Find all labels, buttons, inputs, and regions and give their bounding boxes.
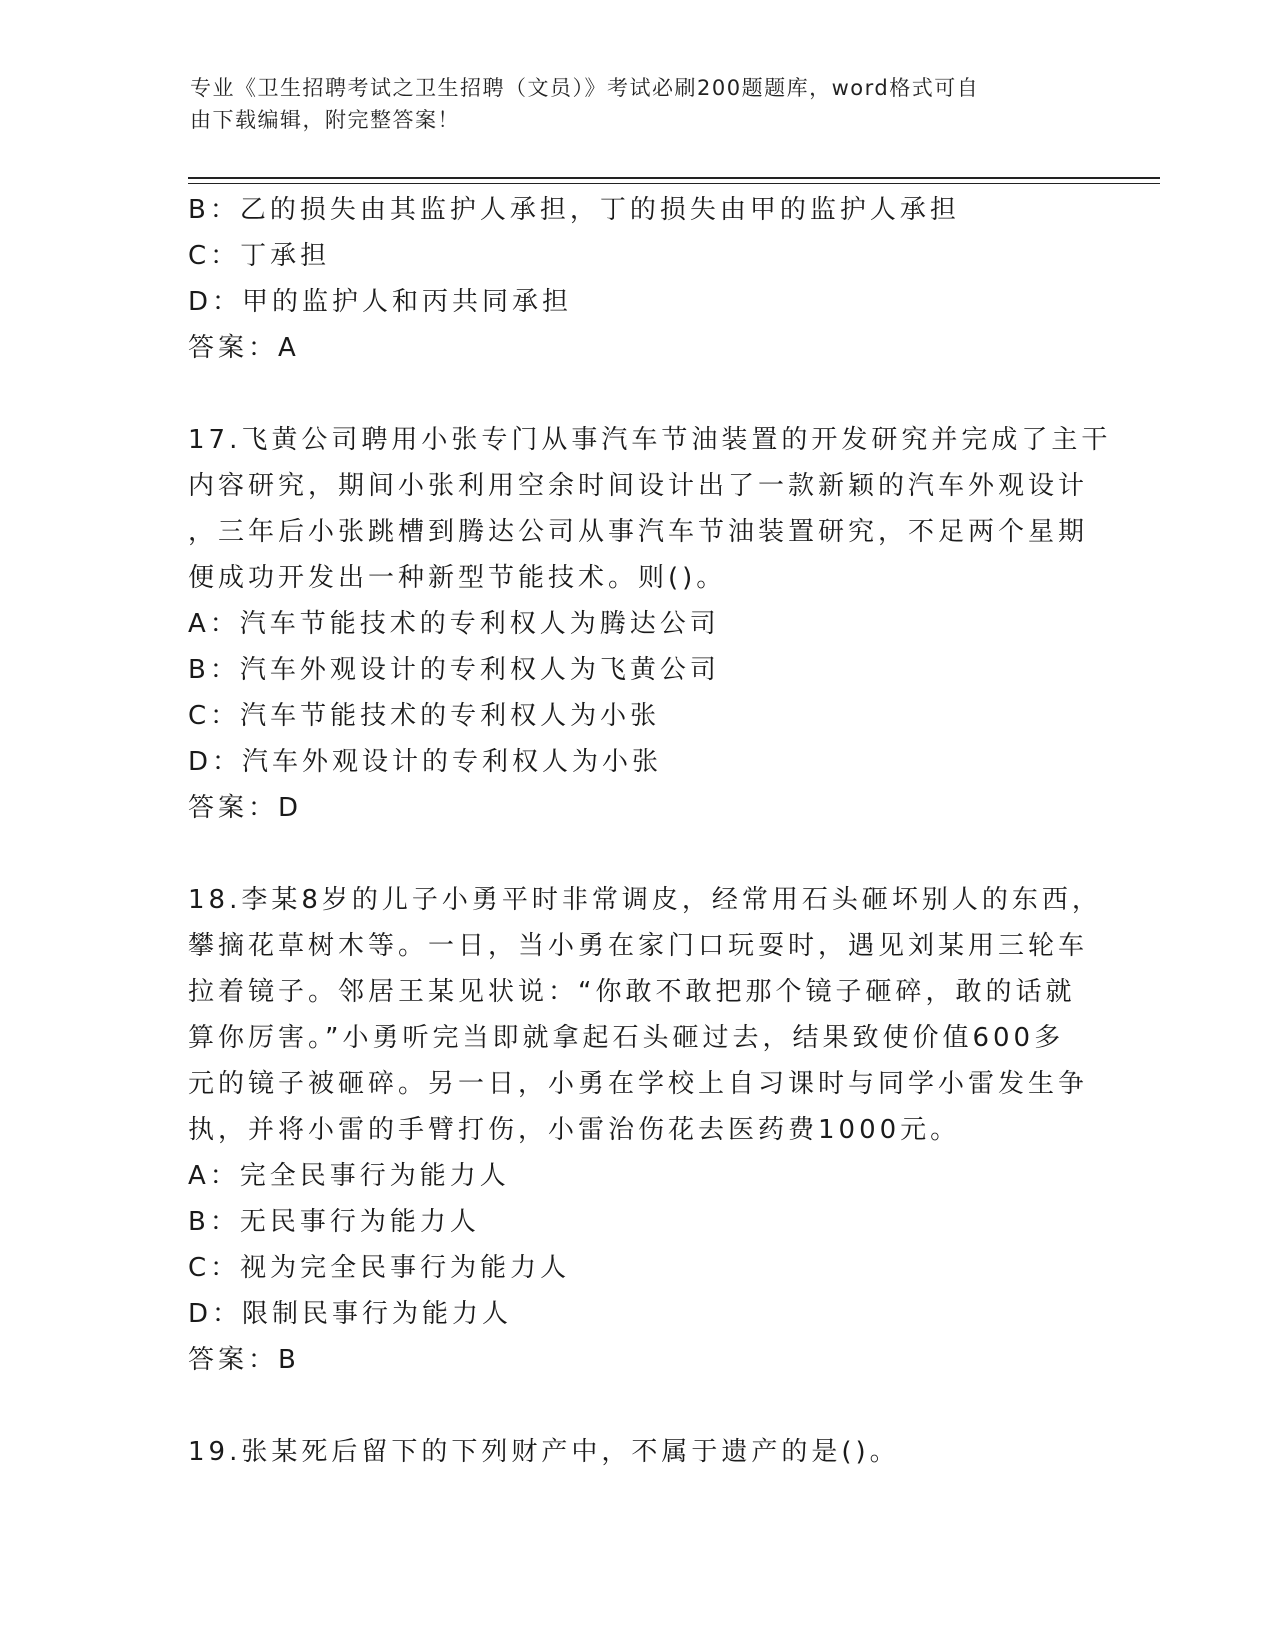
question-stem-line: 攀摘花草树木等。一日，当小勇在家门口玩耍时，遇见刘某用三轮车 (188, 931, 1089, 961)
header-rule-thick (188, 177, 1160, 179)
option-d: D：甲的监护人和丙共同承担 (188, 287, 573, 317)
question-19 (188, 1429, 1088, 1475)
header-line-2: 由下载编辑，附完整答案！ (190, 108, 460, 132)
question-stem-line: ，三年后小张跳槽到腾达公司从事汽车节油装置研究，不足两个星期 (188, 517, 1089, 547)
question-stem-line: 18.李某8岁的儿子小勇平时非常调皮，经常用石头砸坏别人的东西， (188, 885, 1102, 915)
option-a: A：完全民事行为能力人 (188, 1161, 510, 1191)
option-d: D：汽车外观设计的专利权人为小张 (188, 747, 663, 777)
question-stem-line: 算你厉害。”小勇听完当即就拿起石头砸过去，结果致使价值600多 (188, 1023, 1065, 1053)
question-16 (188, 187, 1088, 371)
header-rule-thin (188, 183, 1160, 184)
option-b: B：无民事行为能力人 (188, 1207, 480, 1237)
option-b: B：汽车外观设计的专利权人为飞黄公司 (188, 655, 720, 685)
question-gap (188, 1383, 1088, 1429)
question-18 (188, 877, 1102, 1383)
question-17 (188, 417, 1112, 831)
question-stem-line: 拉着镜子。邻居王某见状说：“你敢不敢把那个镜子砸碎，敢的话就 (188, 977, 1076, 1007)
option-d: D：限制民事行为能力人 (188, 1299, 513, 1329)
question-stem-line: 元的镜子被砸碎。另一日，小勇在学校上自习课时与同学小雷发生争 (188, 1069, 1089, 1099)
header-line-1: 专业《卫生招聘考试之卫生招聘（文员）》考试必刷200题题库，word格式可自 (190, 76, 980, 100)
question-stem-line: 便成功开发出一种新型节能技术。则()。 (188, 563, 727, 593)
option-c: C：丁承担 (188, 241, 331, 271)
question-gap (188, 371, 1088, 417)
option-c: C：视为完全民事行为能力人 (188, 1253, 571, 1283)
question-stem-line: 内容研究，期间小张利用空余时间设计出了一款新颖的汽车外观设计 (188, 471, 1089, 501)
question-stem-line: 17.飞黄公司聘用小张专门从事汽车节油装置的开发研究并完成了主干 (188, 425, 1112, 455)
option-b: B：乙的损失由其监护人承担，丁的损失由甲的监护人承担 (188, 195, 960, 225)
answer-line: 答案：A (188, 333, 300, 363)
option-a: A：汽车节能技术的专利权人为腾达公司 (188, 609, 720, 639)
document-header (190, 72, 1090, 136)
question-gap (188, 831, 1088, 877)
question-stem-line: 执，并将小雷的手臂打伤，小雷治伤花去医药费1000元。 (188, 1115, 961, 1145)
question-stem-line: 19.张某死后留下的下列财产中，不属于遗产的是()。 (188, 1437, 900, 1467)
option-c: C：汽车节能技术的专利权人为小张 (188, 701, 661, 731)
document-body (188, 187, 1112, 1475)
answer-line: 答案：B (188, 1345, 300, 1375)
answer-line: 答案：D (188, 793, 303, 823)
